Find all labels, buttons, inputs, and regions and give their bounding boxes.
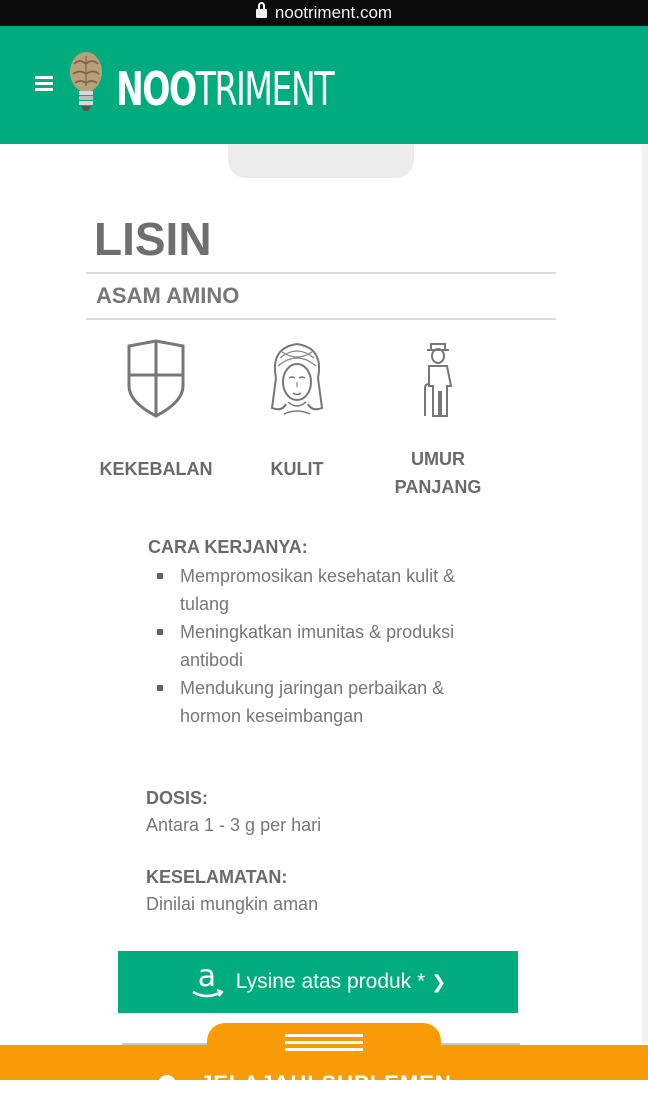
woman-face-icon — [262, 338, 332, 420]
hamburger-line — [285, 1034, 363, 1037]
browser-url-bar[interactable] — [0, 0, 648, 26]
safety-value: Dinilai mungkin aman — [146, 894, 319, 914]
list-item: Mendukung jaringan perbaikan & hormon keseimbangan — [156, 674, 486, 730]
svg-text:a: a — [197, 959, 216, 994]
hamburger-line — [285, 1041, 363, 1044]
pin-icon — [158, 1075, 176, 1093]
brain-bulb-logo-icon[interactable] — [66, 50, 106, 114]
chevron-right-icon: ❯ — [431, 971, 447, 992]
dosage-heading: DOSIS: — [146, 788, 209, 808]
divider — [86, 272, 556, 274]
dosage-value: Antara 1 - 3 g per hari — [146, 815, 322, 835]
url-text: nootriment.com — [274, 3, 393, 22]
menu-drawer-handle[interactable] — [207, 1023, 441, 1063]
list-item: Mempromosikan kesehatan kulit & tulang — [156, 562, 486, 618]
benefit-label: UMUR PANJANG — [394, 449, 482, 497]
page-title: LISIN — [94, 213, 212, 265]
hamburger-line — [285, 1048, 363, 1051]
page-subtitle: ASAM AMINO — [96, 283, 240, 308]
site-header — [0, 26, 648, 144]
elderly-man-icon — [415, 338, 461, 420]
benefit-immunity — [94, 338, 218, 483]
benefit-longevity — [378, 338, 498, 501]
safety-heading: KESELAMATAN: — [146, 867, 288, 887]
menu-icon[interactable] — [35, 76, 53, 92]
shield-icon — [125, 338, 187, 420]
right-edge-strip — [642, 144, 648, 1044]
amazon-icon — [190, 959, 224, 1002]
benefit-label: KULIT — [270, 459, 324, 479]
list-item: Meningkatkan imunitas & produksi antibodi — [156, 618, 486, 674]
top-tab-handle — [228, 144, 414, 178]
amazon-button-label: Lysine atas produk * — [235, 970, 426, 993]
logo-wordmark[interactable]: NOOTRIMENT — [116, 62, 334, 116]
lock-icon — [256, 6, 267, 18]
bottom-bar-text: JELAJAHI SUPLEMEN ... — [200, 1071, 481, 1096]
benefit-skin — [246, 338, 348, 483]
amazon-products-button[interactable] — [118, 951, 518, 1013]
how-it-works-list — [156, 562, 486, 730]
how-it-works-heading: CARA KERJANYA: — [148, 537, 308, 557]
divider — [86, 318, 556, 320]
benefit-label: KEKEBALAN — [99, 459, 213, 479]
